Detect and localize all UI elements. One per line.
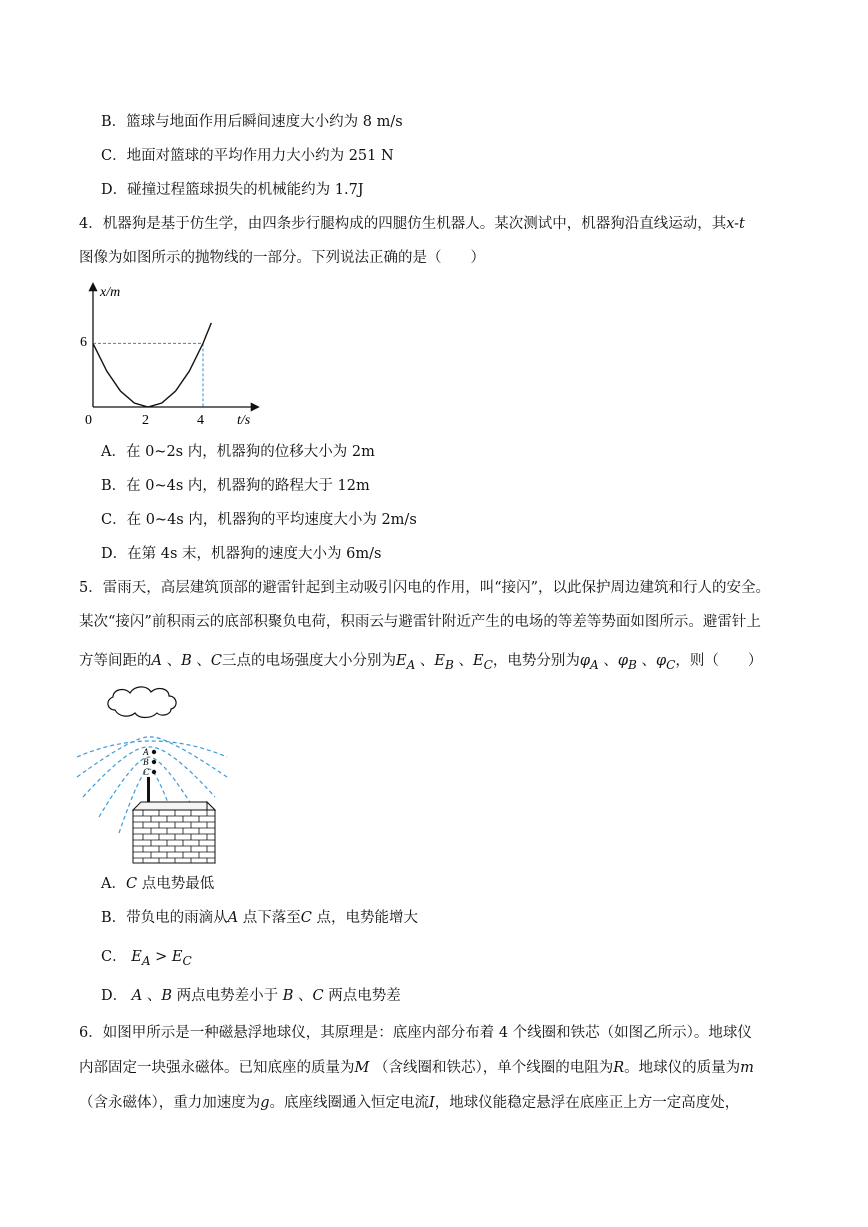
xt-parabola-curve [93,323,211,407]
label-c: C [143,767,150,777]
point-c [152,770,156,774]
cloud-icon [108,687,176,718]
x-axis-label: t/s [237,413,251,428]
q4-option-d: D．在第 4s 末，机器狗的速度大小为 6m/s [101,546,382,562]
q4-stem-line1: 4．机器狗是基于仿生学，由四条步行腿构成的四腿仿生机器人。某次测试中，机器狗沿直线运动，其x-t [79,216,745,232]
point-b [152,760,156,764]
lightning-rod-figure [75,685,255,870]
q5-stem-line3: 方等间距的A 、B 、C三点的电场强度大小分别为$E_A$ 、$E_B$ 、$E_C$，电势分别为$\varphi_A$ 、$\varphi_B$ 、$\varphi_C$，则（ ） [79,653,763,672]
y-tick-6: 6 [80,335,87,350]
q5-option-a: A．C 点电势最低 [101,876,215,892]
label-a: A [143,747,149,757]
q4-option-c: C．在 0~4s 内，机器狗的平均速度大小为 2m/s [101,512,417,528]
point-a [152,750,156,754]
q5-option-c: C． $E_A > E_C$ [101,949,192,968]
q5-stem-line2: 某次“接闪”前积雨云的底部积聚负电荷，积雨云与避雷针附近产生的电场的等差等势面如图所示。避雷针上 [79,614,761,630]
x-tick-0: 0 [85,413,92,428]
y-axis-label: x/m [100,285,121,300]
brick-building [133,802,215,863]
q4-xt-var: x-t [726,216,745,232]
q4-option-a: A．在 0~2s 内，机器狗的位移大小为 2m [101,444,375,460]
x-tick-2: 2 [142,413,149,428]
q4-option-b: B．在 0~4s 内，机器狗的路程大于 12m [101,478,370,494]
xt-graph [70,280,270,430]
q3-option-b: B．篮球与地面作用后瞬间速度大小约为 8 m/s [101,114,403,130]
q3-option-d: D．碰撞过程篮球损失的机械能约为 1.7J [101,182,364,198]
q4-stem-line2: 图像为如图所示的抛物线的一部分。下列说法正确的是（ ） [79,250,485,266]
lightning-rod [147,777,150,803]
x-tick-4: 4 [197,413,204,428]
label-b: B [143,757,149,767]
q3-option-c: C．地面对篮球的平均作用力大小约为 251 N [101,148,394,164]
q6-line2: 内部固定一块强永磁体。已知底座的质量为M （含线圈和铁芯），单个线圈的电阻为R。地球仪的质量为m [79,1060,754,1076]
q5-option-b: B．带负电的雨滴从A 点下落至C 点，电势能增大 [101,910,418,926]
q6-line1: 6．如图甲所示是一种磁悬浮地球仪，其原理是：底座内部分布着 4 个线圈和铁芯（如图乙所示）。地球仪 [79,1025,752,1041]
q5-option-d: D． A 、B 两点电势差小于 B 、C 两点电势差 [101,988,401,1004]
q5-stem-line1: 5．雷雨天，高层建筑顶部的避雷针起到主动吸引闪电的作用，叫“接闪”，以此保护周边建筑和行人的安全。 [79,580,771,596]
q6-line3: （含永磁体），重力加速度为g。底座线圈通入恒定电流I，地球仪能稳定悬浮在底座正上方一定高度处， [79,1095,740,1111]
